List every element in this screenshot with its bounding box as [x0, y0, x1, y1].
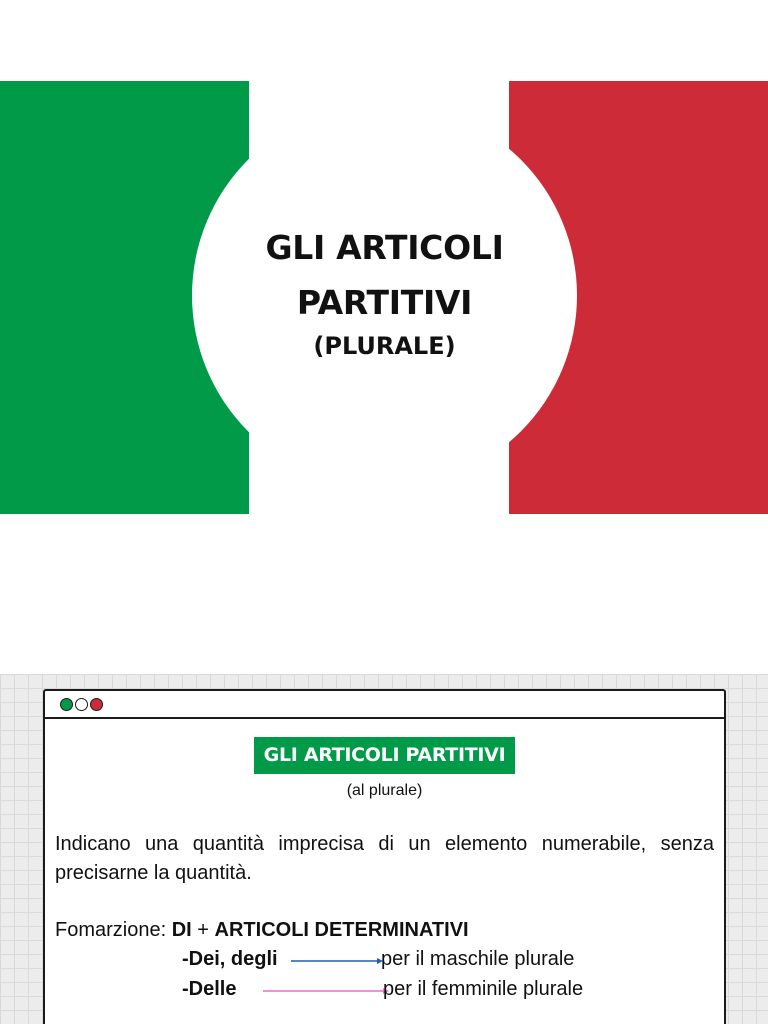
- formation-label: Fomarzione:: [55, 919, 167, 941]
- formation-rule: [55, 916, 714, 945]
- formation-plus: +: [197, 919, 209, 941]
- form-label: -Dei, degli: [182, 948, 278, 970]
- lesson-slide: [0, 674, 768, 1024]
- window-content: [45, 737, 724, 1005]
- form-meaning: per il maschile plurale: [381, 948, 575, 970]
- window-dot-red-icon: [90, 698, 103, 711]
- cover-title: GLI ARTICOLI PARTITIVI: [265, 227, 504, 322]
- formation-di: DI: [171, 919, 192, 941]
- arrow-right-icon: [291, 958, 383, 964]
- cover-slide: [0, 81, 768, 514]
- lesson-subtitle: (al plurale): [346, 782, 423, 799]
- window-dot-white-icon: [75, 698, 88, 711]
- formation-item-masculine: [55, 945, 714, 975]
- browser-window: [43, 689, 726, 1024]
- formation-item-feminine: [55, 975, 714, 1005]
- definition-text: Indicano una quantità imprecisa di un elemento numerabile, senza precisarne la quantità.: [55, 833, 714, 884]
- formation-articles: ARTICOLI DETERMINATIVI: [214, 919, 469, 941]
- form-meaning: per il femminile plurale: [383, 978, 584, 1000]
- window-title-bar: [45, 691, 724, 719]
- title-circle: [192, 103, 577, 488]
- arrow-right-icon: [263, 988, 389, 994]
- cover-subtitle: (PLURALE): [313, 331, 456, 360]
- lesson-title: GLI ARTICOLI PARTITIVI: [254, 737, 516, 774]
- form-label: -Delle: [182, 978, 237, 1000]
- window-dot-green-icon: [60, 698, 73, 711]
